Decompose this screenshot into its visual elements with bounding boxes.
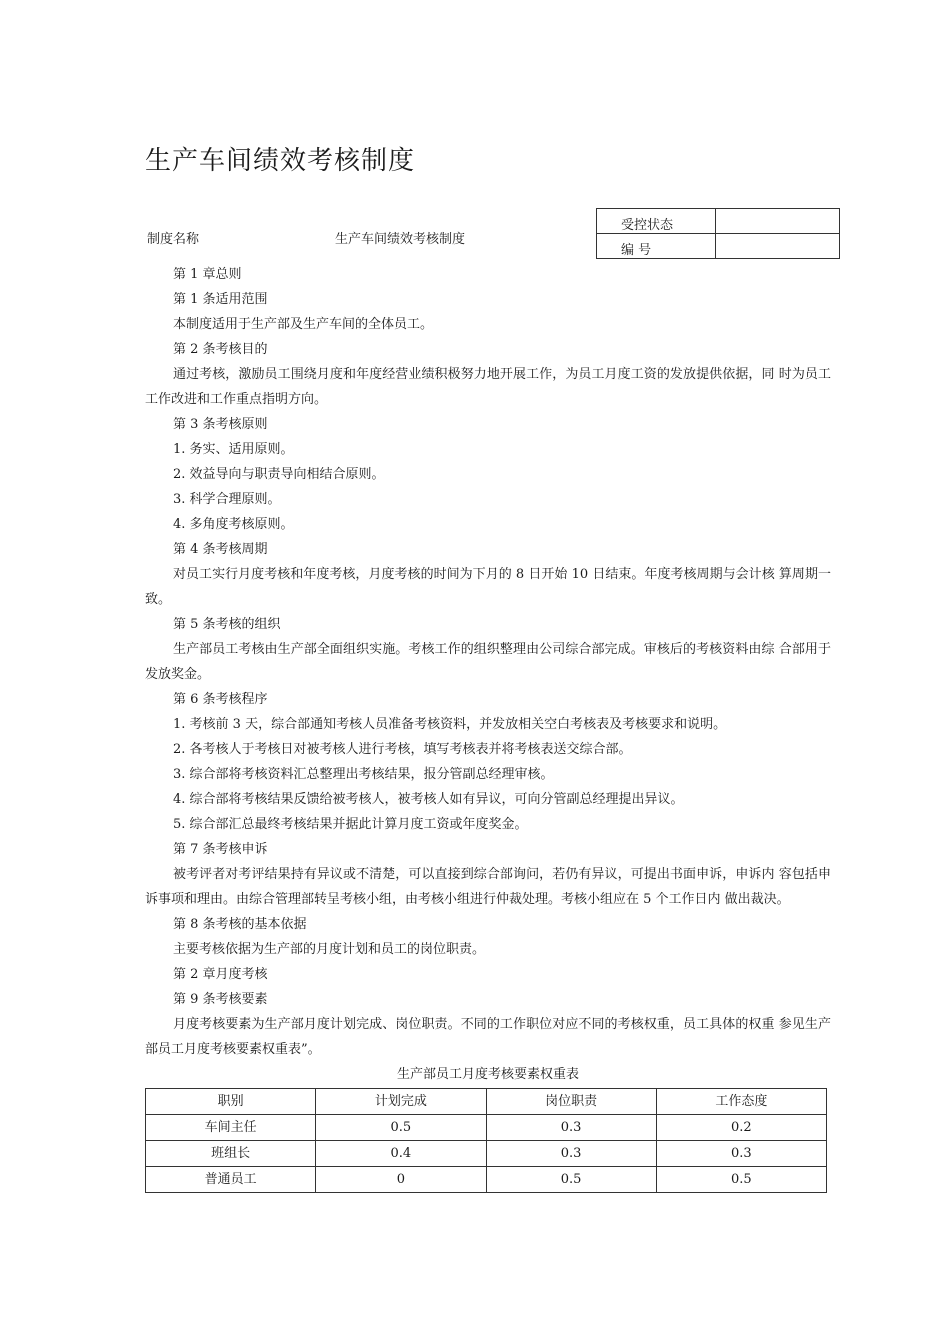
paragraph: 通过考核，激励员工围绕月度和年度经营业绩积极努力地开展工作，为员工月度工资的发放提供依据，同 时为员工工作改进和工作重点指明方向。 [145,367,831,407]
article-heading: 第 4 条考核周期 [173,542,268,557]
list-item: 2. 效益导向与职责导向相结合原则。 [173,467,385,482]
paragraph: 被考评者对考评结果持有异议或不清楚，可以直接到综合部询问，若仍有异议，可提出书面申诉，申诉内 容包括申诉事项和理由。由综合管理部转呈考核小组，由考核小组进行仲裁处理。考核小组应在 5 个工作日内 做出裁决。 [145,867,831,907]
table-cell: 0.5 [486,1167,656,1193]
regulation-name-label: 制度名称 [147,232,200,247]
table-cell: 0.4 [316,1141,486,1167]
chapter-heading: 第 2 章月度考核 [173,967,268,982]
paragraph: 主要考核依据为生产部的月度计划和员工的岗位职责。 [173,942,486,957]
control-status-label: 受控状态 [597,209,716,234]
article-heading: 第 9 条考核要素 [173,992,268,1007]
article-heading: 第 7 条考核申诉 [173,842,268,857]
article-heading: 第 5 条考核的组织 [173,617,281,632]
header-plan-completion: 计划完成 [316,1089,486,1115]
article-heading: 第 3 条考核原则 [173,417,268,432]
table-cell: 0.5 [316,1115,486,1141]
table-cell: 0.3 [656,1141,826,1167]
table-cell: 车间主任 [146,1115,316,1141]
paragraph: 本制度适用于生产部及生产车间的全体员工。 [173,317,434,332]
table-caption: 生产部员工月度考核要素权重表 [396,1067,579,1082]
table-cell: 0.2 [656,1115,826,1141]
regulation-name-value: 生产车间绩效考核制度 [335,232,466,247]
number-row [597,234,840,259]
table-row [146,1167,827,1193]
article-heading: 第 8 条考核的基本依据 [173,917,307,932]
list-item: 5. 综合部汇总最终考核结果并据此计算月度工资或年度奖金。 [173,817,528,832]
weight-table [145,1088,827,1193]
paragraph: 生产部员工考核由生产部全面组织实施。考核工作的组织整理由公司综合部完成。审核后的考核资料由综 合部用于发放奖金。 [145,642,831,682]
number-label: 编 号 [597,234,716,259]
header-job-duty: 岗位职责 [486,1089,656,1115]
control-info-table [596,208,840,259]
table-header-row [146,1089,827,1115]
number-value [716,234,840,259]
table-cell: 班组长 [146,1141,316,1167]
table-cell: 0.5 [656,1167,826,1193]
list-item: 1. 考核前 3 天，综合部通知考核人员准备考核资料，并发放相关空白考核表及考核要求和说明。 [173,717,727,732]
list-item: 3. 综合部将考核资料汇总整理出考核结果，报分管副总经理审核。 [173,767,554,782]
header-position: 职别 [146,1089,316,1115]
paragraph: 月度考核要素为生产部月度计划完成、岗位职责。不同的工作职位对应不同的考核权重，员工具体的权重 参见生产部员工月度考核要素权重表”。 [145,1017,831,1057]
list-item: 4. 多角度考核原则。 [173,517,294,532]
document-body [145,262,831,1193]
document-title: 生产车间绩效考核制度 [145,146,416,176]
article-heading: 第 2 条考核目的 [173,342,268,357]
list-item: 4. 综合部将考核结果反馈给被考核人，被考核人如有异议，可向分管副总经理提出异议。 [173,792,684,807]
article-heading: 第 6 条考核程序 [173,692,268,707]
table-row [146,1115,827,1141]
table-row [146,1141,827,1167]
paragraph: 对员工实行月度考核和年度考核，月度考核的时间为下月的 8 日开始 10 日结束。年度考核周期与会计核 算周期一致。 [145,567,831,607]
table-cell: 普通员工 [146,1167,316,1193]
list-item: 1. 务实、适用原则。 [173,442,294,457]
header-work-attitude: 工作态度 [656,1089,826,1115]
list-item: 3. 科学合理原则。 [173,492,281,507]
control-status-value [716,209,840,234]
table-cell: 0 [316,1167,486,1193]
control-status-row [597,209,840,234]
chapter-heading: 第 1 章总则 [173,267,242,282]
list-item: 2. 各考核人于考核日对被考核人进行考核，填写考核表并将考核表送交综合部。 [173,742,632,757]
table-cell: 0.3 [486,1115,656,1141]
article-heading: 第 1 条适用范围 [173,292,268,307]
table-cell: 0.3 [486,1141,656,1167]
